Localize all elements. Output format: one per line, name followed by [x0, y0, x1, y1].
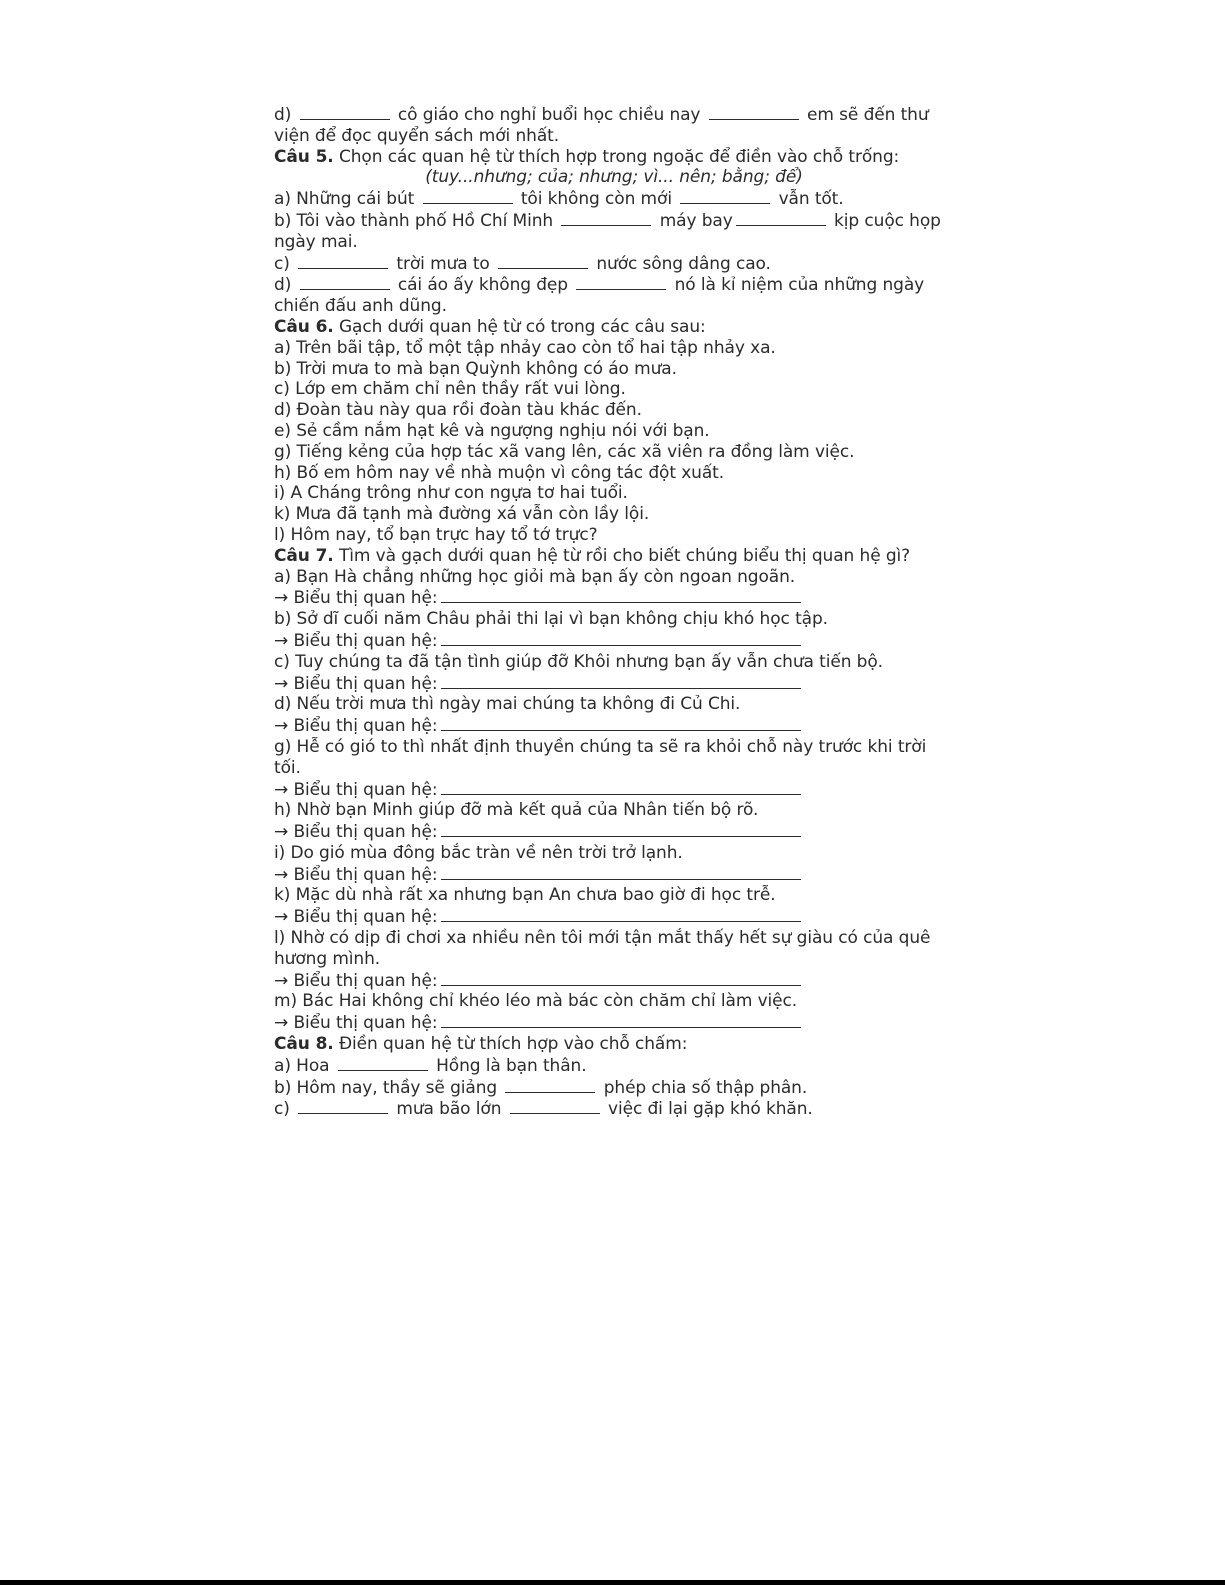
list-item: c) Tuy chúng ta đã tận tình giúp đỡ Khôi nhưng bạn ấy vẫn chưa tiến bộ.	[274, 651, 883, 672]
cau7-heading: Câu 7. Tìm và gạch dưới quan hệ từ rồi cho biết chúng biểu thị quan hệ gì?	[274, 545, 911, 566]
question-label: Câu 6.	[274, 316, 334, 337]
cau8-item-c: c) mưa bão lớn việc đi lại gặp khó khăn.	[274, 1099, 813, 1120]
question-label: Câu 8.	[274, 1034, 334, 1055]
cau5-heading: Câu 5. Chọn các quan hệ từ thích hợp trong ngoặc để điền vào chỗ trống:	[274, 146, 900, 167]
list-item: g) Tiếng kẻng của hợp tác xã vang lên, các xã viên ra đồng làm việc.	[274, 441, 855, 462]
answer-blank[interactable]	[441, 864, 801, 880]
question-label: Câu 5.	[274, 146, 334, 167]
list-item: i) A Cháng trông như con ngựa tơ hai tuổi.	[274, 483, 628, 504]
cau8-item-a: a) Hoa Hồng là bạn thân.	[274, 1055, 587, 1076]
list-item: l) Nhờ có dịp đi chơi xa nhiều nên tôi mới tận mắt thấy hết sự giàu có của quê hương mình.	[274, 928, 936, 969]
list-item: a) Bạn Hà chẳng những học giỏi mà bạn ấy còn ngoan ngoãn.	[274, 566, 796, 587]
fill-blank[interactable]	[736, 210, 826, 226]
fill-blank[interactable]	[561, 210, 651, 226]
cau8-heading: Câu 8. Điền quan hệ từ thích hợp vào chỗ chấm:	[274, 1034, 688, 1055]
fill-blank[interactable]	[338, 1055, 428, 1071]
cau5-item-c: c) trời mưa to nước sông dâng cao.	[274, 253, 771, 274]
answer-line: → Biểu thị quan hệ:	[274, 906, 954, 928]
answer-blank[interactable]	[441, 673, 801, 689]
cau5-item-d: d) cái áo ấy không đẹp nó là kỉ niệm của những ngày chiến đấu anh dũng.	[274, 275, 930, 317]
answer-line: → Biểu thị quan hệ:	[274, 779, 954, 801]
fill-blank[interactable]	[423, 188, 513, 204]
list-item: e) Sẻ cầm nắm hạt kê và ngượng nghịu nói với bạn.	[274, 420, 710, 441]
answer-blank[interactable]	[441, 906, 801, 922]
answer-blank[interactable]	[441, 821, 801, 837]
answer-blank[interactable]	[441, 630, 801, 646]
cau5-item-b: b) Tôi vào thành phố Hồ Chí Minh máy bay kịp cuộc họp ngày mai.	[274, 210, 947, 252]
answer-line: → Biểu thị quan hệ:	[274, 970, 954, 992]
cau6-heading: Câu 6. Gạch dưới quan hệ từ có trong các câu sau:	[274, 316, 706, 337]
list-item: m) Bác Hai không chỉ khéo léo mà bác còn chăm chỉ làm việc.	[274, 991, 798, 1012]
answer-line: → Biểu thị quan hệ:	[274, 587, 954, 609]
fill-blank[interactable]	[300, 274, 390, 290]
question-label: Câu 7.	[274, 545, 334, 566]
cau5-hint: (tuy...nhưng; của; nhưng; vì... nên; bằng; để)	[425, 167, 803, 188]
list-item: k) Mưa đã tạnh mà đường xá vẫn còn lầy lội.	[274, 504, 650, 525]
fill-blank[interactable]	[680, 188, 770, 204]
cau8-item-b: b) Hôm nay, thầy sẽ giảng phép chia số thập phân.	[274, 1077, 808, 1098]
worksheet-page	[274, 104, 954, 1120]
fill-blank[interactable]	[510, 1098, 600, 1114]
list-item: d) Nếu trời mưa thì ngày mai chúng ta không đi Củ Chi.	[274, 694, 741, 715]
answer-blank[interactable]	[441, 715, 801, 731]
answer-line: → Biểu thị quan hệ:	[274, 715, 954, 737]
answer-blank[interactable]	[441, 1012, 801, 1028]
answer-line: → Biểu thị quan hệ:	[274, 821, 954, 843]
list-item: a) Trên bãi tập, tổ một tập nhảy cao còn tổ hai tập nhảy xa.	[274, 337, 776, 358]
page-bottom-border	[0, 1580, 1225, 1585]
list-item: l) Hôm nay, tổ bạn trực hay tổ tớ trực?	[274, 524, 598, 545]
list-item: k) Mặc dù nhà rất xa nhưng bạn An chưa bao giờ đi học trễ.	[274, 885, 776, 906]
answer-line: → Biểu thị quan hệ:	[274, 630, 954, 652]
list-item: h) Bố em hôm nay về nhà muộn vì công tác đột xuất.	[274, 462, 725, 483]
list-item: i) Do gió mùa đông bắc tràn về nên trời trở lạnh.	[274, 842, 683, 863]
answer-line: → Biểu thị quan hệ:	[274, 1012, 954, 1034]
fill-blank[interactable]	[298, 1098, 388, 1114]
list-item: c) Lớp em chăm chỉ nên thầy rất vui lòng.	[274, 379, 626, 400]
answer-blank[interactable]	[441, 587, 801, 603]
answer-blank[interactable]	[441, 779, 801, 795]
list-item: g) Hễ có gió to thì nhất định thuyền chúng ta sẽ ra khỏi chỗ này trước khi trời tối.	[274, 736, 932, 778]
fill-blank[interactable]	[505, 1077, 595, 1093]
fill-blank[interactable]	[498, 253, 588, 269]
list-item: d) Đoàn tàu này qua rồi đoàn tàu khác đến.	[274, 400, 642, 421]
fill-blank[interactable]	[300, 104, 390, 120]
cau5-item-a: a) Những cái bút tôi không còn mới vẫn tốt.	[274, 189, 844, 210]
list-item: b) Sở dĩ cuối năm Châu phải thi lại vì bạn không chịu khó học tập.	[274, 609, 828, 630]
fill-blank[interactable]	[298, 253, 388, 269]
list-item: b) Trời mưa to mà bạn Quỳnh không có áo mưa.	[274, 358, 677, 379]
answer-line: → Biểu thị quan hệ:	[274, 864, 954, 886]
fill-blank[interactable]	[576, 274, 666, 290]
list-item: h) Nhờ bạn Minh giúp đỡ mà kết quả của Nhân tiến bộ rõ.	[274, 800, 759, 821]
answer-line: → Biểu thị quan hệ:	[274, 673, 954, 695]
answer-blank[interactable]	[441, 970, 801, 986]
cau4-item-d: d) cô giáo cho nghỉ buổi học chiều nay em sẽ đến thư viện để đọc quyển sách mới nhất.	[274, 105, 934, 146]
fill-blank[interactable]	[709, 104, 799, 120]
